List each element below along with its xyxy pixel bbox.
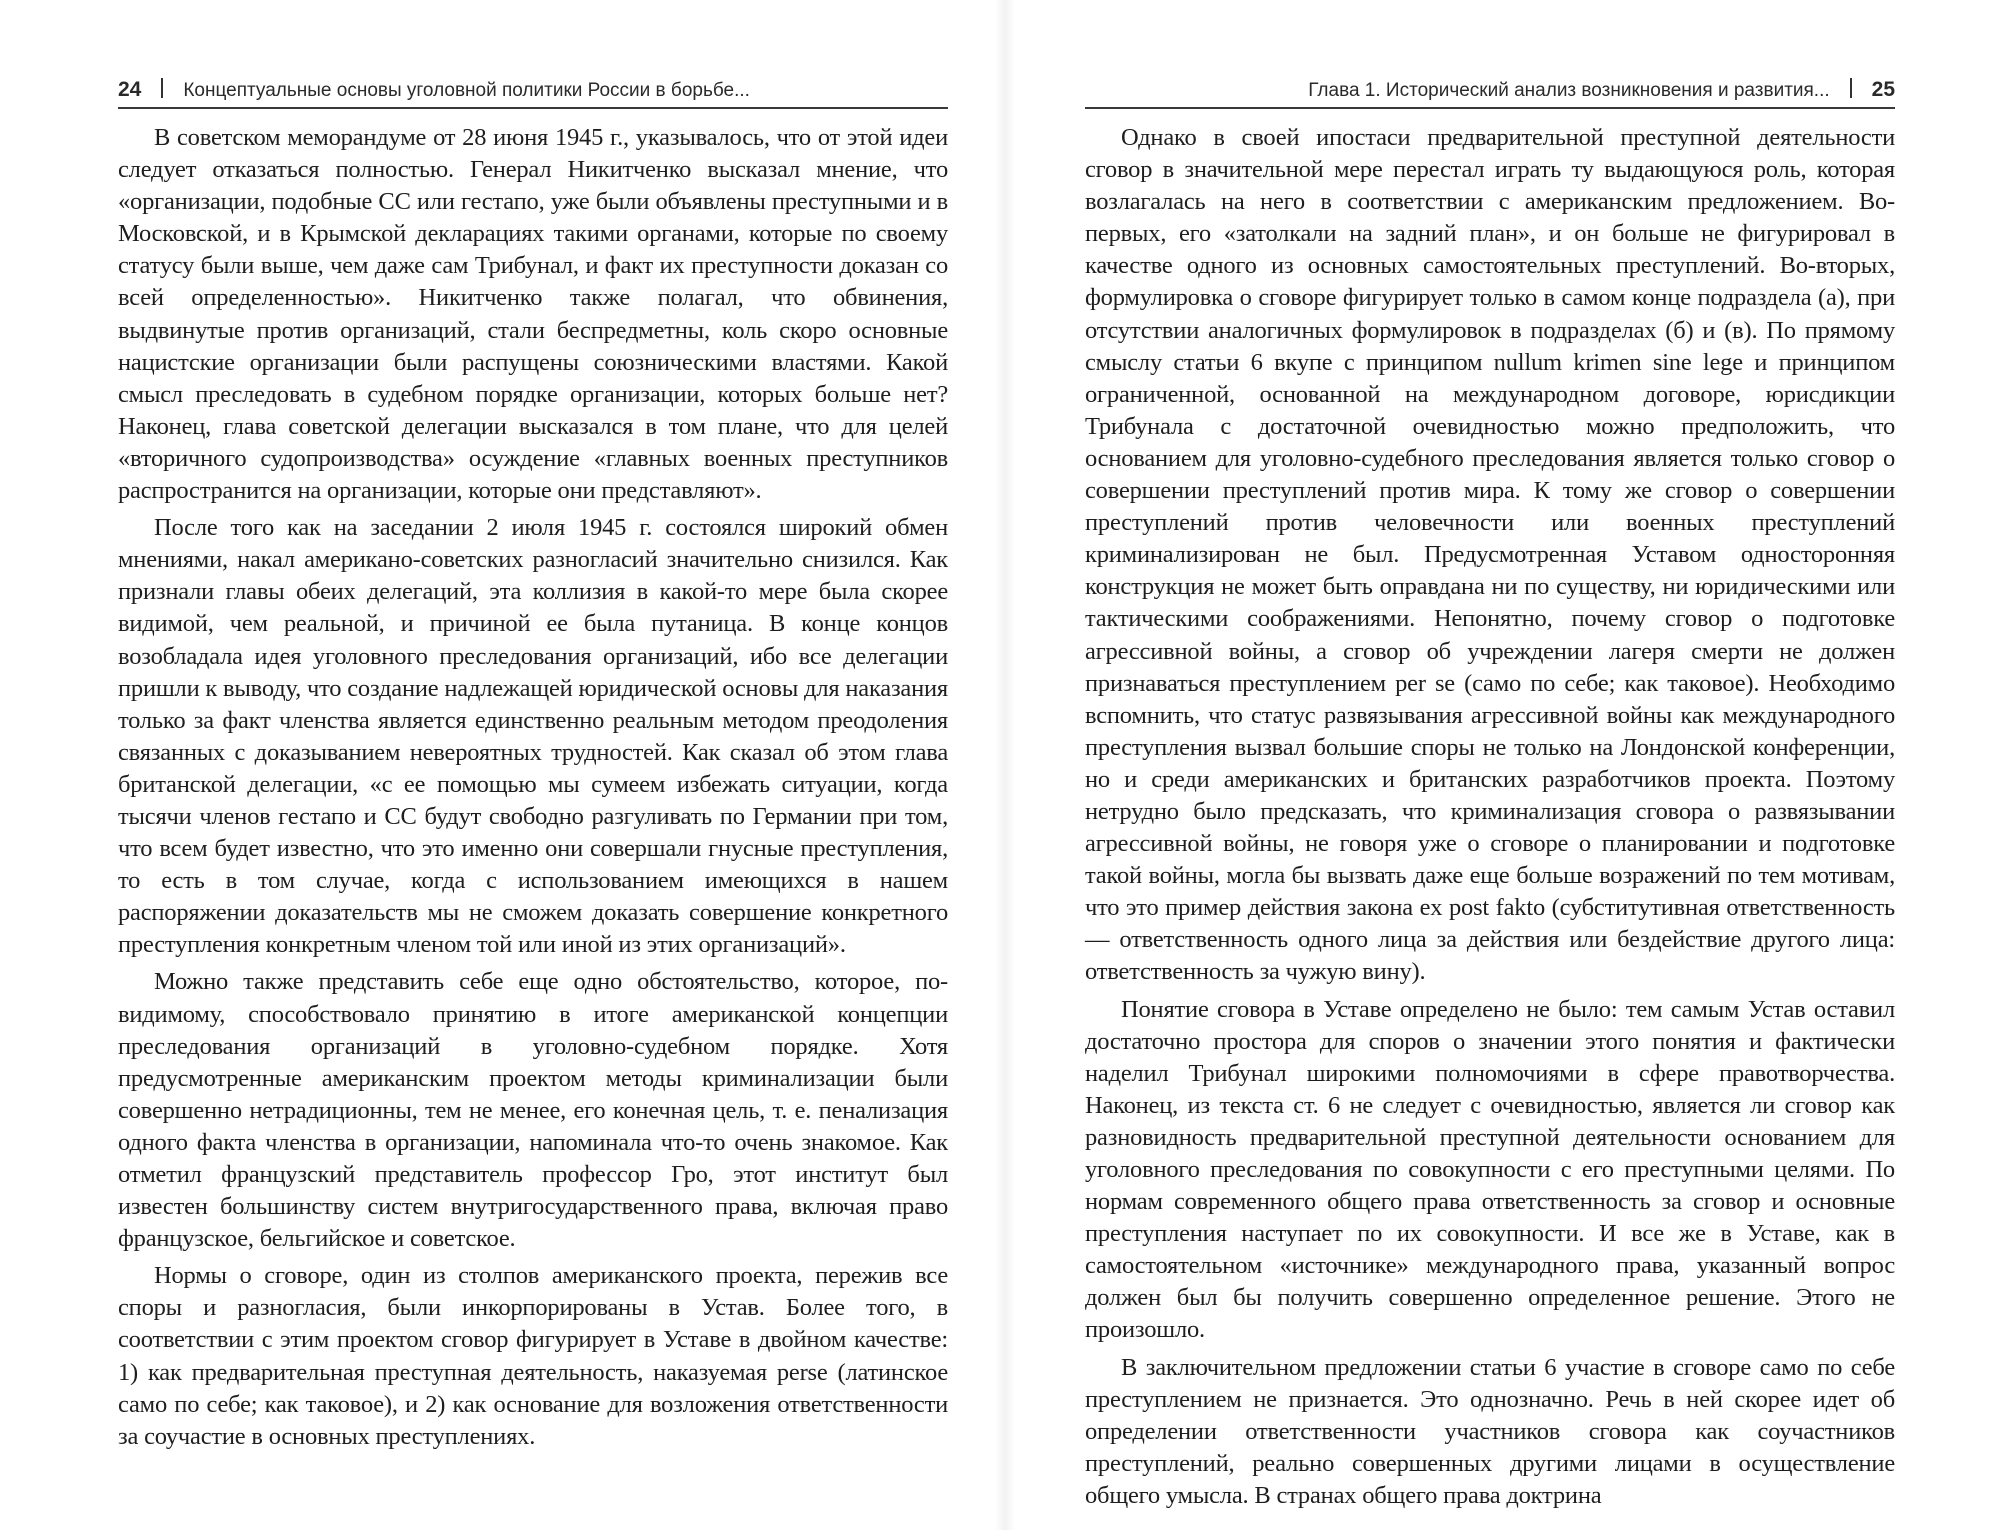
book-gutter [995,0,1015,1530]
left-head-separator [161,78,163,98]
right-page [1085,0,1895,1530]
left-body-text [118,122,948,1453]
right-running-title: Глава 1. Исторический анализ возникновения и развития... [1308,80,1830,101]
right-page-number: 25 [1871,78,1895,101]
right-head-rule [1085,107,1895,109]
left-running-head [118,78,948,108]
left-running-title: Концептуальные основы уголовной политики России в борьбе... [183,80,750,101]
right-running-head [1085,78,1895,108]
right-body-text [1085,122,1895,1512]
right-paragraph-3: В заключительном предложении статьи 6 участие в сговоре само по себе преступлением не признается. Это однозначно. Речь в ней скорее идет об определении ответственности участников сговора как соучастников преступлений, реально совершенных другими лицами в осуществление общего умысла. В странах общего права доктрина [1085,1353,1895,1509]
left-page-number: 24 [118,78,142,101]
right-head-separator [1850,78,1852,98]
left-page [118,0,948,1530]
left-paragraph-3: Можно также представить себе еще одно обстоятельство, которое, по-видимому, способствовало принятию в итоге американской концепции преследования организаций в уголовно-судебном порядке. Хотя предусмотренные американским проектом методы криминализации были совершенно нетрадиционны, тем не менее, его конечная цель, т. е. пенализация одного факта членства в организации, напоминала что-то очень знакомое. Как отметил французский представитель профессор Гро, этот институт был известен большинству систем внутригосударственного права, включая право французское, бельгийское и советское. [118,968,948,1253]
left-paragraph-1: В советском меморандуме от 28 июня 1945 г., указывалось, что от этой идеи следует отказаться полностью. Генерал Никитченко высказал мнение, что «организации, подобные СС или гестапо, уже были объявлены преступными и в Московской, и в Крымской декларациях такими органами, которые по своему статусу были выше, чем даже сам Трибунал, и факт их преступности доказан со всей определенностью». Никитченко также полагал, что обвинения, выдвинутые против организаций, стали беспредметны, коль скоро основные нацистские организации были распущены союзническими властями. Какой смысл преследовать в судебном порядке организации, которых больше нет? Наконец, глава советской делегации высказался в том плане, что для целей «вторичного судопроизводства» осуждение «главных военных преступников распространится на организации, которые они представляют». [118,124,948,505]
right-paragraph-1: Однако в своей ипостаси предварительной преступной деятельности сговор в значительной мере перестал играть ту выдающуюся роль, которая возлагалась на него в соответствии с американским предложением. Во-первых, его «затолкали на задний план», и он больше не фигурировал в качестве одного из основных самостоятельных преступлений. Во-вторых, формулировка о сговоре фигурирует только в самом конце подраздела (а), при отсутствии аналогичных формулировок в подразделах (б) и (в). По прямому смыслу статьи 6 вкупе с принципом nullum krimen sine lege и принципом ограниченной, основанной на международном договоре, юрисдикции Трибунала с достаточной очевидностью можно предположить, что основанием для уголовно-судебного преследования является только сговор о совершении преступлений против мира. К тому же сговор о совершении преступлений против человечности или военных преступлений криминализирован не был. Предусмотренная Уставом односторонняя конструкция не может быть оправдана ни по существу, ни юридическими или тактическими соображениями. Непонятно, почему сговор о подготовке агрессивной войны, а сговор об учреждении лагеря смерти не должен признаваться преступлением per se (само по себе; как таковое). Необходимо вспомнить, что статус развязывания агрессивной войны как международного преступления вызвал большие споры не только на Лондонской конференции, но и среди американских и британских разработчиков проекта. Поэтому нетрудно было предсказать, что криминализация сговора о развязывании агрессивной войны, не говоря уже о сговоре о планировании и подготовке такой войны, могла бы вызвать даже еще больше возражений по тем мотивам, что это пример действия закона ex post fakto (субститутивная ответственность — ответственность одного лица за действия или бездействие другого лица: ответственность за чужую вину). [1085,124,1895,986]
left-paragraph-2: После того как на заседании 2 июля 1945 г. состоялся широкий обмен мнениями, накал американо-советских разногласий значительно снизился. Как признали главы обеих делегаций, эта коллизия в какой-то мере была скорее видимой, чем реальной, и причиной ее была путаница. В конце концов возобладала идея уголовного преследования организаций, ибо все делегации пришли к выводу, что создание надлежащей юридической основы для наказания только за факт членства является единственно реальным методом преодоления связанных с доказыванием невероятных трудностей. Как сказал об этом глава британской делегации, «с ее помощью мы сумеем избежать ситуации, когда тысячи членов гестапо и СС будут свободно разгуливать по Германии при том, что всем будет известно, что это именно они совершали гнусные преступления, то есть в том случае, когда с использованием имеющихся в нашем распоряжении доказательств мы не сможем доказать совершение конкретного преступления конкретным членом той или иной из этих организаций». [118,514,948,959]
left-paragraph-4: Нормы о сговоре, один из столпов американского проекта, пережив все споры и разногласия, были инкорпорированы в Устав. Более того, в соответствии с этим проектом сговор фигурирует в Уставе в двойном качестве: 1) как предварительная преступная деятельность, наказуемая perse (латинское само по себе; как таковое), и 2) как основание для возложения ответственности за соучастие в основных преступлениях. [118,1262,948,1450]
left-head-rule [118,107,948,109]
right-paragraph-2: Понятие сговора в Уставе определено не было: тем самым Устав оставил достаточно простора для споров о значении этого понятия и фактически наделил Трибунал широкими полномочиями в сфере правотворчества. Наконец, из текста ст. 6 не следует с очевидностью, является ли сговор как разновидность предварительной преступной деятельности основанием для уголовного преследования по совокупности с его преступными целями. По нормам современного общего права ответственность за сговор и основные преступления наступает по их совокупности. И все же в Уставе, как в самостоятельном «источнике» международного права, указанный вопрос должен был бы получить совершенно определенное решение. Этого не произошло. [1085,995,1895,1344]
